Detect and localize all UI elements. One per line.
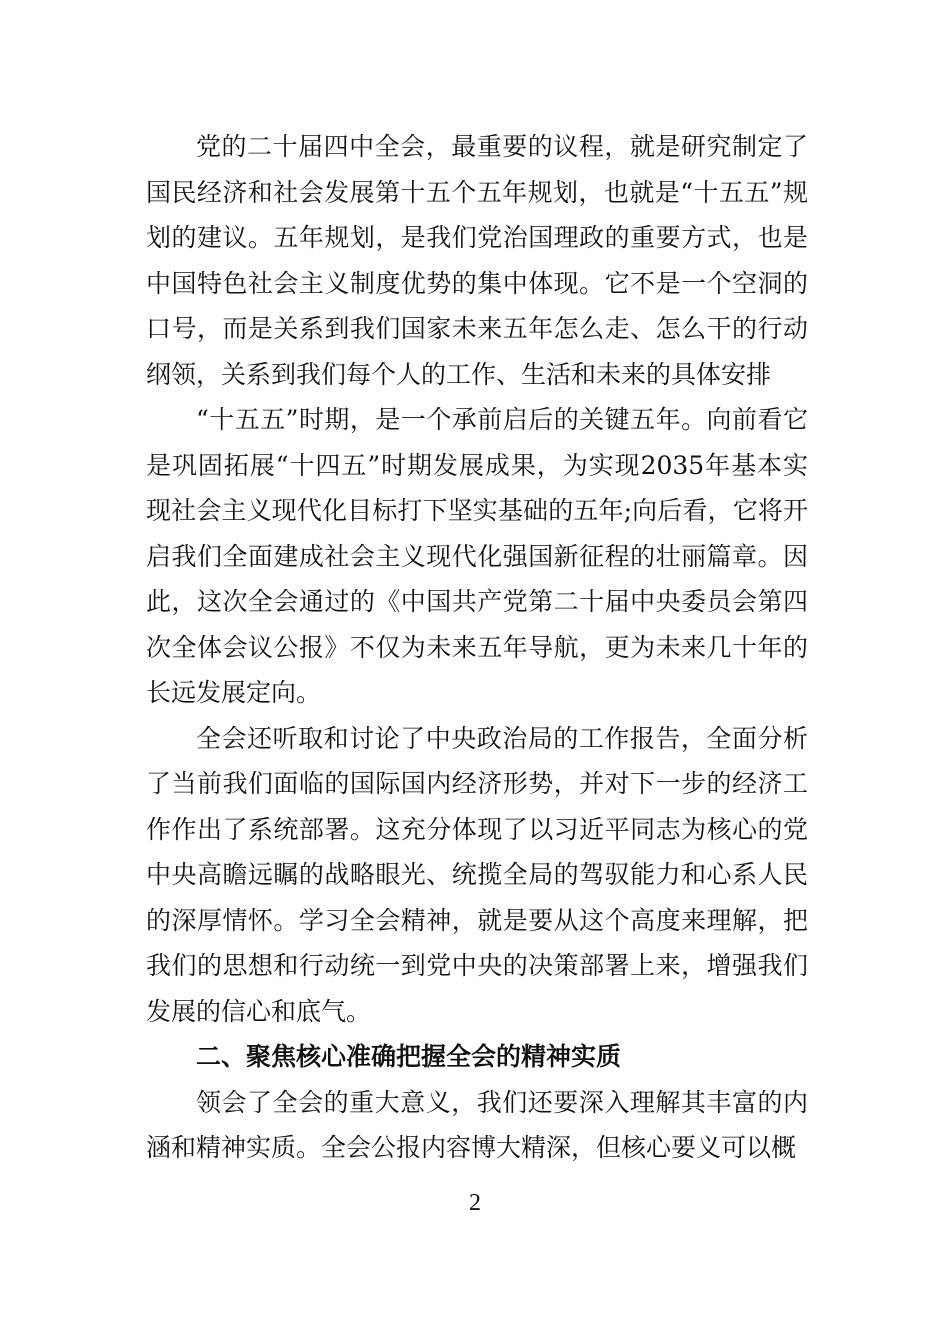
paragraph-plan-significance: 党的二十届四中全会，最重要的议程，就是研究制定了国民经济和社会发展第十五个五年规划，也就是“十五五”规划的建议。五年规划，是我们党治国理政的重要方式，也是中国特色社会主义制度优势的集中体现。它不是一个空洞的口号，而是关系到我们国家未来五年怎么走、怎么干的行动纲领，关系到我们每个人的工作、生活和未来的具体安排: [146, 132, 808, 389]
section-heading: 二、聚焦核心准确把握全会的精神实质: [196, 1042, 622, 1071]
body-text: [146, 124, 808, 1171]
paragraph-spirit-essence: 领会了全会的重大意义，我们还要深入理解其丰富的内涵和精神实质。全会公报内容博大精深，但核心要义可以概: [146, 1087, 808, 1162]
paragraph-work-report: 全会还听取和讨论了中央政治局的工作报告，全面分析了当前我们面临的国际国内经济形势，并对下一步的经济工作作出了系统部署。这充分体现了以习近平同志为核心的党中央高瞻远瞩的战略眼光、统揽全局的驾驭能力和心系人民的深厚情怀。学习全会精神，就是要从这个高度来理解，把我们的思想和行动统一到党中央的决策部署上来，增强我们发展的信心和底气。: [146, 723, 808, 1026]
page-number: 2: [469, 1190, 481, 1216]
paragraph-key-five-years: “十五五”时期，是一个承前启后的关键五年。向前看它是巩固拓展“十四五”时期发展成果，为实现2035年基本实现社会主义现代化目标打下坚实基础的五年;向后看，它将开启我们全面建成社会主义现代化强国新征程的壮丽篇章。因此，这次全会通过的《中国共产党第二十届中央委员会第四次全体会议公报》不仅为未来五年导航，更为未来几十年的长远发展定向。: [146, 405, 808, 707]
